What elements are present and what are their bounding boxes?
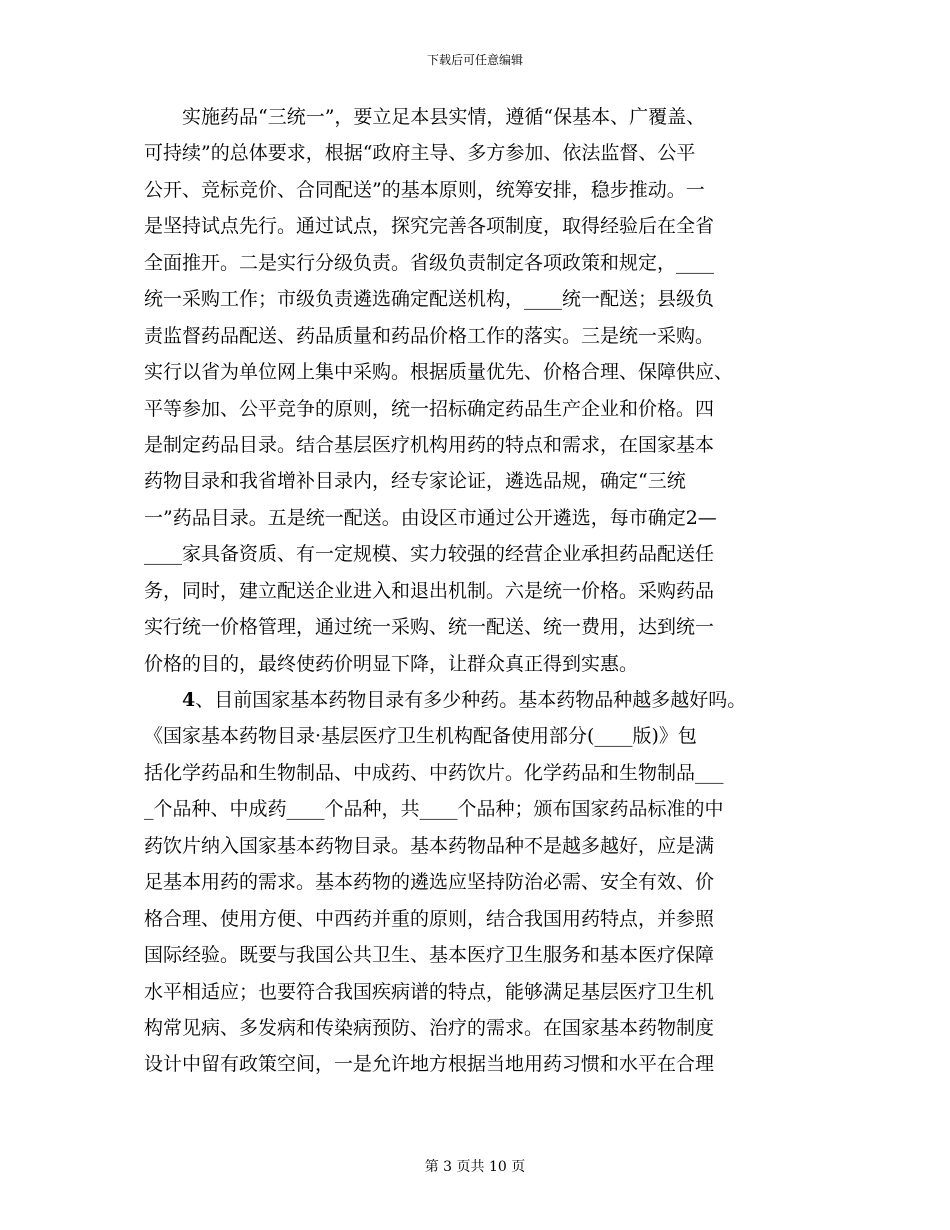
- text-line: 一”药品目录。五是统一配送。由设区市通过公开遴选，每市确定2—: [144, 506, 717, 529]
- paragraph-2: [144, 682, 824, 1083]
- text-line: 是制定药品目录。结合基层医疗机构用药的特点和需求，在国家基本: [144, 433, 715, 456]
- text-line: 构常见病、多发病和传染病预防、治疗的需求。在国家基本药物制度: [144, 1016, 715, 1039]
- text-line: 全面推开。二是实行分级负责。省级负责制定各项政策和规定，____: [144, 251, 715, 274]
- page-footer: 第 3 页共 10 页: [424, 1159, 526, 1175]
- text-line: 务，同时，建立配送企业进入和退出机制。六是统一价格。采购药品: [144, 579, 715, 602]
- page-header: 下载后可任意编辑: [426, 53, 523, 67]
- text-line: 统一采购工作；市级负责遴选确定配送机构，____统一配送；县级负: [144, 288, 715, 311]
- text-line: ____家具备资质、有一定规模、实力较强的经营企业承担药品配送任: [144, 543, 715, 566]
- text-line: 设计中留有政策空间，一是允许地方根据当地用药习惯和水平在合理: [144, 1053, 715, 1076]
- document-body: [144, 99, 824, 1083]
- text-line: 括化学药品和生物制品、中成药、中药饮片。化学药品和生物制品___: [144, 761, 724, 784]
- text-line: 足基本用药的需求。基本药物的遴选应坚持防治必需、安全有效、价: [144, 871, 715, 894]
- text-line: _个品种、中成药____个品种，共____个品种；颁布国家药品标准的中: [144, 798, 724, 821]
- text-line: 《国家基本药物目录·基层医疗卫生机构配备使用部分(____版)》包: [144, 725, 697, 748]
- section-number: 4: [182, 689, 196, 711]
- section-heading-text: 、目前国家基本药物目录有多少种药。基本药物品种越多越好吗。: [195, 689, 747, 711]
- text-line: [144, 682, 824, 718]
- text-line: 实施药品“三统一”，要立足本县实情，遵循“保基本、广覆盖、: [182, 106, 706, 128]
- text-line: 价格的目的，最终使药价明显下降，让群众真正得到实惠。: [144, 652, 639, 675]
- text-line: 药物目录和我省增补目录内，经专家论证，遴选品规，确定“三统: [144, 470, 686, 493]
- text-line: 实行以省为单位网上集中采购。根据质量优先、价格合理、保障供应、: [144, 361, 734, 384]
- text-line: 水平相适应；也要符合我国疾病谱的特点，能够满足基层医疗卫生机: [144, 980, 715, 1003]
- text-line: 是坚持试点先行。通过试点，探究完善各项制度，取得经验后在全省: [144, 215, 715, 238]
- text-line: 药饮片纳入国家基本药物目录。基本药物品种不是越多越好，应是满: [144, 834, 715, 857]
- text-line: 国际经验。既要与我国公共卫生、基本医疗卫生服务和基本医疗保障: [144, 944, 715, 967]
- text-line: 实行统一价格管理，通过统一采购、统一配送、统一费用，达到统一: [144, 616, 715, 639]
- text-line: 公开、竞标竞价、合同配送”的基本原则，统筹安排，稳步推动。一: [144, 178, 705, 201]
- text-line: 责监督药品配送、药品质量和药品价格工作的落实。三是统一采购。: [144, 324, 715, 347]
- text-line: 格合理、使用方便、中西药并重的原则，结合我国用药特点，并参照: [144, 907, 715, 930]
- text-line: 可持续”的总体要求，根据“政府主导、多方参加、依法监督、公平: [144, 142, 696, 165]
- text-line: 平等参加、公平竞争的原则，统一招标确定药品生产企业和价格。四: [144, 397, 715, 420]
- paragraph-1: [144, 99, 824, 682]
